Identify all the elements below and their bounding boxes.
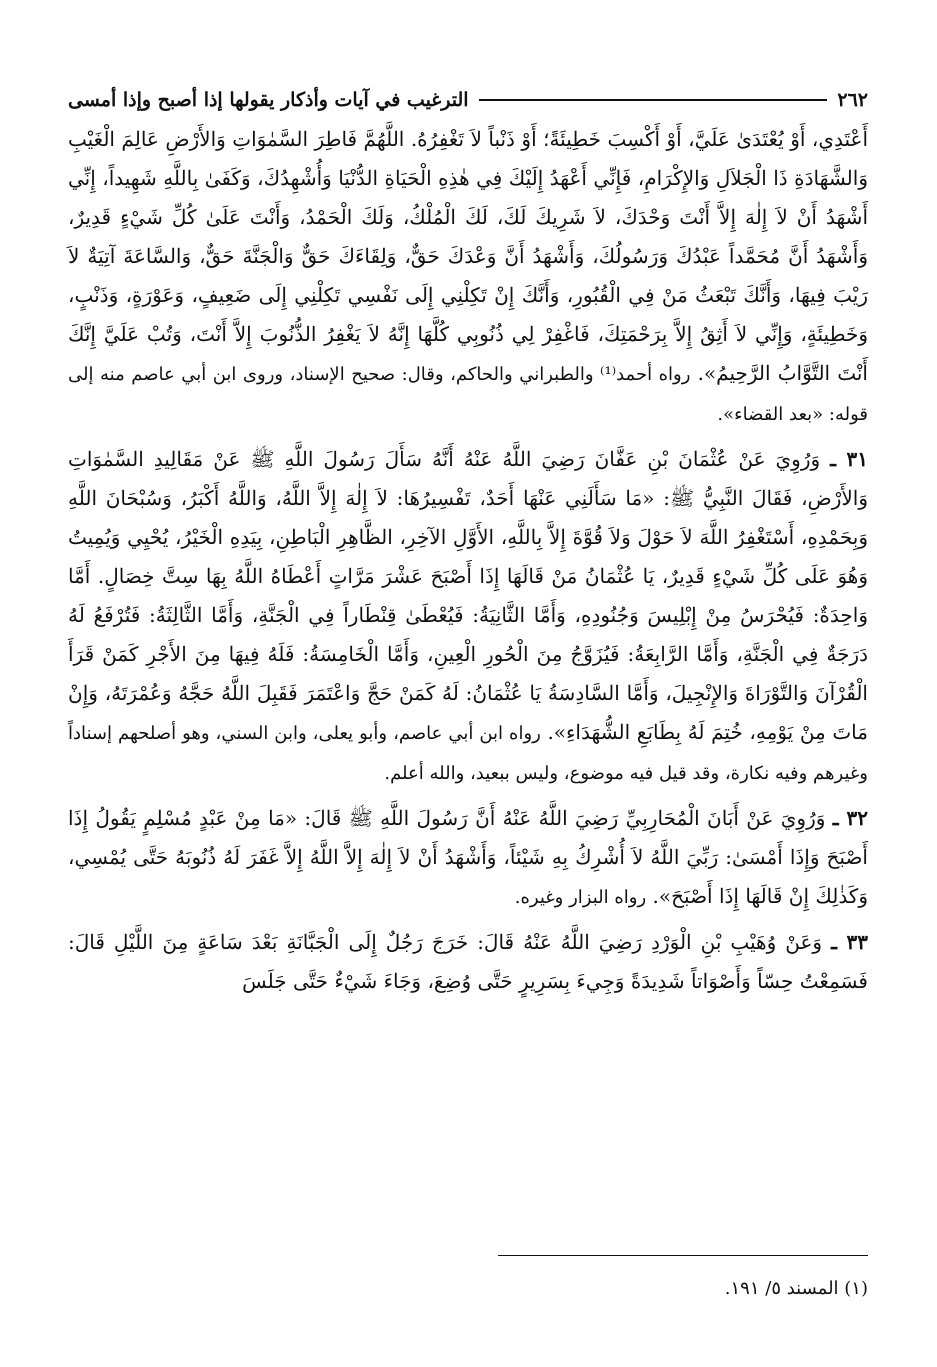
footnote-rule — [498, 1255, 868, 1256]
hadith-33-text: وَعَنْ وُهَيْبِ بْنِ الْوَرْدِ رَضِيَ اللَّهُ عَنْهُ قَالَ: خَرَجَ رَجُلٌ إِلَى الْجَبَّانَةِ بَعْدَ سَاعَةٍ مِنَ اللَّيْلِ قَالَ: فَسَمِعْتُ حِسّاً وَأَصْوَاتاً شَدِيدَةً وَجِيءَ بِسَرِيرٍ حَتَّى وُضِعَ، وَجَاءَ شَيْءٌ حَتَّى جَلَسَ — [68, 930, 868, 993]
continuation-source: رواه أحمد⁽¹⁾ والطبراني والحاكم، وقال: صحيح الإسناد، وروى ابن أبي عاصم منه إلى قوله: «بعد القضاء». — [68, 364, 868, 425]
hadith-33-number: ٣٣ ـ — [831, 930, 869, 954]
running-title: الترغيب في آيات وأذكار يقولها إذا أصبح وإذا أمسى — [68, 89, 469, 111]
hadith-31-paragraph — [68, 440, 868, 793]
continuation-paragraph — [68, 120, 868, 434]
running-header — [68, 80, 868, 120]
footnote-area — [96, 1255, 868, 1304]
hadith-31-number: ٣١ ـ — [830, 447, 868, 471]
hadith-32-paragraph — [68, 799, 868, 917]
page-number: ٢٦٢ — [837, 89, 868, 111]
hadith-32-source: رواه البزار وغيره. — [514, 887, 647, 908]
hadith-31-text: وَرُوِيَ عَنْ عُثْمَانَ بْنِ عَفَّانَ رَضِيَ اللَّهُ عَنْهُ أَنَّهُ سَأَلَ رَسُولَ اللَّهِ ﷺ عَنْ مَقَالِيدِ السَّمٰوَاتِ وَالأَرْضِ، فَقَالَ النَّبِيُّ ﷺ: «مَا سَأَلَنِي عَنْهَا أَحَدٌ، تَفْسِيرُهَا: لاَ إِلٰهَ إِلاَّ اللَّهُ، وَاللَّهُ أَكْبَرُ، وَسُبْحَانَ اللَّهِ وَبِحَمْدِهِ، أَسْتَغْفِرُ اللَّهَ لاَ حَوْلَ وَلاَ قُوَّةَ إِلاَّ بِاللَّهِ، الأَوَّلِ الآخِرِ، الظَّاهِرِ الْبَاطِنِ، بِيَدِهِ الْخَيْرُ، يُحْيِي وَيُمِيتُ وَهُوَ عَلَى كُلِّ شَيْءٍ قَدِيرٌ، يَا عُثْمَانُ مَنْ قَالَهَا إِذَا أَصْبَحَ عَشْرَ مَرَّاتٍ أَعْطَاهُ اللَّهُ بِهَا سِتَّ خِصَالٍ. أَمَّا وَاحِدَةٌ: فَيُحْرَسُ مِنْ إِبْلِيسَ وَجُنُودِهِ، وَأَمَّا الثَّانِيَةُ: فَيُعْطَىٰ قِنْطَاراً فِي الْجَنَّةِ، وَأَمَّا الثَّالِثَةُ: فَتُرْفَعُ لَهُ دَرَجَةٌ فِي الْجَنَّةِ، وَأَمَّا الرَّابِعَةُ: فَيُزَوَّجُ مِنَ الْحُورِ الْعِينِ، وَأَمَّا الْخَامِسَةُ: فَلَهُ فِيهَا مِنَ الأَجْرِ كَمَنْ قَرَأَ الْقُرْآنَ وَالتَّوْرَاةَ وَالإِنْجِيلَ، وَأَمَّا السَّادِسَةُ يَا عُثْمَانُ: لَهُ كَمَنْ حَجَّ وَاعْتَمَرَ فَقَبِلَ اللَّهُ حَجَّهُ وَعُمْرَتَهُ، وَإِنْ مَاتَ مِنْ يَوْمِهِ، خُتِمَ لَهُ بِطَابَعِ الشُّهَدَاءِ». — [68, 447, 868, 744]
hadith-31-source: رواه ابن أبي عاصم، وأبو يعلى، وابن السني، وهو أصلحهم إسناداً وغيرهم وفيه نكارة، وقد قيل فيه موضوع، وليس ببعيد، والله أعلم. — [68, 723, 868, 784]
continuation-text: أَعْتَدِي، أَوْ يُعْتَدَىٰ عَلَيَّ، أَوْ أَكْسِبَ خَطِيئَةً؛ أَوْ ذَنْباً لاَ تَغْفِرُهُ. اللَّهُمَّ فَاطِرَ السَّمٰوَاتِ وَالأَرْضِ عَالِمَ الْغَيْبِ وَالشَّهَادَةِ ذَا الْجَلاَلِ وَالإِكْرَامِ، فَإِنِّي أَعْهَدُ إِلَيْكَ فِي هٰذِهِ الْحَيَاةِ الدُّنْيَا وَأُشْهِدُكَ، وَكَفَىٰ بِاللَّهِ شَهِيداً، إِنِّي أَشْهَدُ أَنْ لاَ إِلٰهَ إِلاَّ أَنْتَ وَحْدَكَ، لاَ شَرِيكَ لَكَ، لَكَ الْمُلْكُ، وَلَكَ الْحَمْدُ، وَأَنْتَ عَلَىٰ كُلِّ شَيْءٍ قَدِيرٌ، وَأَشْهَدُ أَنَّ مُحَمَّداً عَبْدُكَ وَرَسُولُكَ، وَأَشْهَدُ أَنَّ وَعْدَكَ حَقٌّ، وَلِقَاءَكَ حَقٌّ وَالْجَنَّةَ حَقٌّ، وَالسَّاعَةَ آتِيَةٌ لاَ رَيْبَ فِيهَا، وَأَنَّكَ تَبْعَثُ مَنْ فِي الْقُبُورِ، وَأَنَّكَ إِنْ تَكِلْنِي إِلَى نَفْسِي تَكِلْنِي إِلَى ضَعِيفٍ، وَعَوْرَةٍ، وَذَنْبٍ، وَخَطِيئَةٍ، وَإِنِّي لاَ أَثِقُ إِلاَّ بِرَحْمَتِكَ، فَاغْفِرْ لِي ذُنُوبِي كُلَّهَا إِنَّهُ لاَ يَغْفِرُ الذُّنُوبَ إِلاَّ أَنْتَ، وَتُبْ عَلَيَّ إِنَّكَ أَنْتَ التَّوَّابُ الرَّحِيمُ». — [68, 127, 868, 385]
hadith-33-paragraph — [68, 923, 868, 1001]
footnote-text: (١) المسند ٥/ ١٩١. — [724, 1278, 868, 1299]
hadith-32-text: وَرُوِيَ عَنْ أَبَانَ الْمُحَارِبِيِّ رَضِيَ اللَّهُ عَنْهُ أَنَّ رَسُولَ اللَّهِ ﷺ قَالَ: «مَا مِنْ عَبْدٍ مُسْلِمٍ يَقُولُ إِذَا أَصْبَحَ وَإِذَا أَمْسَىٰ: رَبِّيَ اللَّهُ لاَ أُشْرِكُ بِهِ شَيْئاً، وَأَشْهَدُ أَنْ لاَ إِلٰهَ إِلاَّ اللَّهُ إِلاَّ غَفَرَ لَهُ ذُنُوبَهُ حَتَّى يُمْسِي، وَكَذٰلِكَ إِنْ قَالَهَا إِذَا أَصْبَحَ». — [68, 806, 868, 908]
header-rule — [479, 99, 828, 101]
hadith-32-number: ٣٢ ـ — [832, 806, 868, 830]
document-page — [68, 80, 868, 1001]
